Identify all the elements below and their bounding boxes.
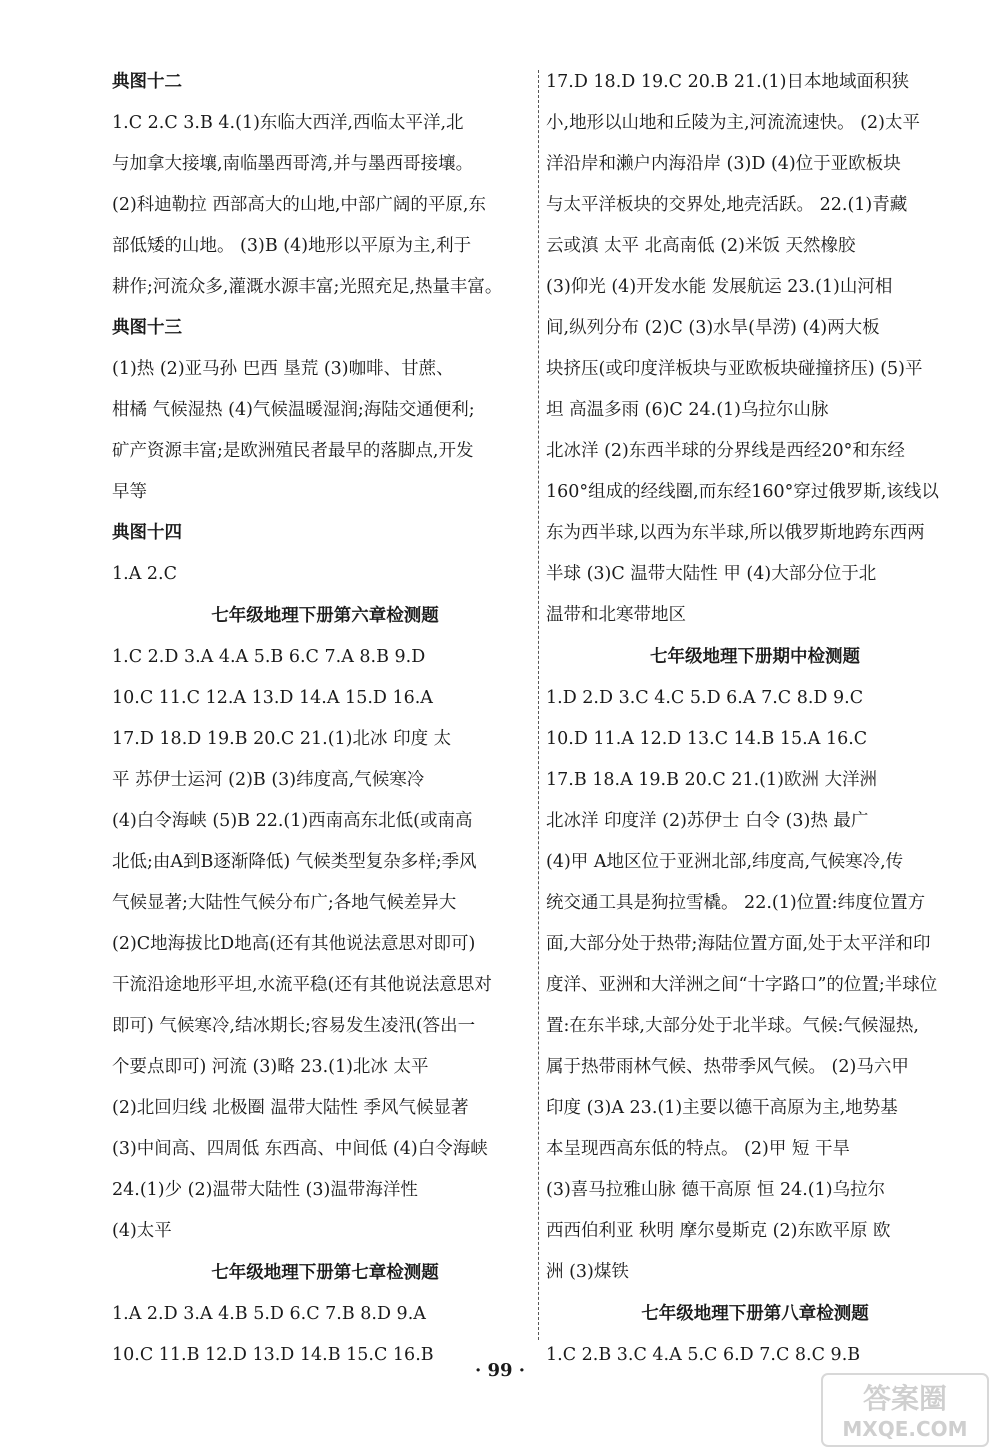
section-heading: 七年级地理下册第七章检测题: [211, 1263, 439, 1283]
subsection-title: 典图十二: [112, 72, 182, 92]
answer-line: 坦 高温多雨 (6)C 24.(1)乌拉尔山脉: [546, 400, 829, 420]
answer-line: 与太平洋板块的交界处,地壳活跃。 22.(1)青藏: [546, 195, 908, 215]
right-column: [546, 62, 964, 1376]
answer-line: 耕作;河流众多,灌溉水源丰富;光照充足,热量丰富。: [112, 277, 503, 297]
answer-line: 洋沿岸和濑户内海沿岸 (3)D (4)位于亚欧板块: [546, 154, 901, 174]
answer-line: 160°组成的经线圈,而东经160°穿过俄罗斯,该线以: [546, 482, 939, 502]
answer-line: 1.C 2.D 3.A 4.A 5.B 6.C 7.A 8.B 9.D: [112, 647, 426, 667]
answer-line: 1.C 2.C 3.B 4.(1)东临大西洋,西临太平洋,北: [112, 113, 464, 133]
answer-line: 17.D 18.D 19.C 20.B 21.(1)日本地域面积狭: [546, 72, 910, 92]
answer-line: (3)中间高、四周低 东西高、中间低 (4)白令海峡: [112, 1139, 488, 1159]
answer-line: 干流沿途地形平坦,水流平稳(还有其他说法意思对: [112, 975, 492, 995]
answer-line: (3)仰光 (4)开发水能 发展航运 23.(1)山河相: [546, 277, 893, 297]
answer-line: 北冰洋 印度洋 (2)苏伊士 白令 (3)热 最广: [546, 811, 869, 831]
answer-line: 置:在东半球,大部分处于北半球。气候:气候湿热,: [546, 1016, 919, 1036]
answer-line: 东为西半球,以西为东半球,所以俄罗斯地跨东西两: [546, 523, 925, 543]
left-column: [112, 62, 530, 1376]
answer-line: 度洋、亚洲和大洋洲之间“十字路口”的位置;半球位: [546, 975, 938, 995]
answer-line: (4)甲 A地区位于亚洲北部,纬度高,气候寒冷,传: [546, 852, 904, 872]
answer-line: 部低矮的山地。 (3)B (4)地形以平原为主,利于: [112, 236, 472, 256]
answer-line: 17.D 18.D 19.B 20.C 21.(1)北冰 印度 太: [112, 729, 452, 749]
answer-line: 北低;由A到B逐渐降低) 气候类型复杂多样;季风: [112, 852, 477, 872]
answer-line: 半球 (3)C 温带大陆性 甲 (4)大部分位于北: [546, 564, 877, 584]
answer-line: 平 苏伊士运河 (2)B (3)纬度高,气候寒冷: [112, 770, 425, 790]
answer-line: 1.A 2.C: [112, 564, 177, 584]
answer-line: 1.D 2.D 3.C 4.C 5.D 6.A 7.C 8.D 9.C: [546, 688, 864, 708]
answer-line: 印度 (3)A 23.(1)主要以德干高原为主,地势基: [546, 1098, 898, 1118]
answer-line: 面,大部分处于热带;海陆位置方面,处于太平洋和印: [546, 934, 931, 954]
answer-line: 早等: [112, 482, 147, 502]
answer-line: 西西伯利亚 秋明 摩尔曼斯克 (2)东欧平原 欧: [546, 1221, 891, 1241]
answer-line: 10.C 11.C 12.A 13.D 14.A 15.D 16.A: [112, 688, 433, 708]
section-heading: 七年级地理下册期中检测题: [650, 647, 860, 667]
answer-line: (2)北回归线 北极圈 温带大陆性 季风气候显著: [112, 1098, 469, 1118]
answer-line: 统交通工具是狗拉雪橇。 22.(1)位置:纬度位置方: [546, 893, 926, 913]
answer-line: 1.C 2.B 3.C 4.A 5.C 6.D 7.C 8.C 9.B: [546, 1345, 861, 1365]
answer-line: 间,纵列分布 (2)C (3)水旱(旱涝) (4)两大板: [546, 318, 880, 338]
answer-line: (3)喜马拉雅山脉 德干高原 恒 24.(1)乌拉尔: [546, 1180, 886, 1200]
answer-line: (2)科迪勒拉 西部高大的山地,中部广阔的平原,东: [112, 195, 486, 215]
answer-line: 属于热带雨林气候、热带季风气候。 (2)马六甲: [546, 1057, 909, 1077]
column-divider: [538, 70, 539, 1340]
answer-line: 24.(1)少 (2)温带大陆性 (3)温带海洋性: [112, 1180, 418, 1200]
subsection-title: 典图十三: [112, 318, 182, 338]
answer-line: 1.A 2.D 3.A 4.B 5.D 6.C 7.B 8.D 9.A: [112, 1304, 426, 1324]
answer-line: 矿产资源丰富;是欧洲殖民者最早的落脚点,开发: [112, 441, 474, 461]
answer-line: (4)白令海峡 (5)B 22.(1)西南高东北低(或南高: [112, 811, 473, 831]
page-number: · 99 ·: [474, 1360, 526, 1381]
answer-line: 个要点即可) 河流 (3)略 23.(1)北冰 太平: [112, 1057, 429, 1077]
section-heading: 七年级地理下册第八章检测题: [641, 1304, 869, 1324]
answer-line: 温带和北寒带地区: [546, 605, 686, 625]
answer-line: 即可) 气候寒冷,结冰期长;容易发生凌汛(答出一: [112, 1016, 476, 1036]
answer-line: 洲 (3)煤铁: [546, 1262, 629, 1282]
answer-line: 云或滇 太平 北高南低 (2)米饭 天然橡胶: [546, 236, 856, 256]
answer-line: 小,地形以山地和丘陵为主,河流流速快。 (2)太平: [546, 113, 920, 133]
answer-line: (2)C地海拔比D地高(还有其他说法意思对即可): [112, 934, 476, 954]
answer-line: 与加拿大接壤,南临墨西哥湾,并与墨西哥接壤。: [112, 154, 474, 174]
watermark-url: MXQE.COM: [842, 1417, 968, 1441]
subsection-title: 典图十四: [112, 523, 182, 543]
answer-line: 10.D 11.A 12.D 13.C 14.B 15.A 16.C: [546, 729, 868, 749]
answer-line: 块挤压(或印度洋板块与亚欧板块碰撞挤压) (5)平: [546, 359, 923, 379]
answer-line: 柑橘 气候湿热 (4)气候温暖湿润;海陆交通便利;: [112, 400, 475, 420]
answer-line: (4)太平: [112, 1221, 172, 1241]
section-heading: 七年级地理下册第六章检测题: [211, 606, 439, 626]
answer-line: 北冰洋 (2)东西半球的分界线是西经20°和东经: [546, 441, 905, 461]
answer-line: 本呈现西高东低的特点。 (2)甲 短 干旱: [546, 1139, 850, 1159]
answer-line: 17.B 18.A 19.B 20.C 21.(1)欧洲 大洋洲: [546, 770, 878, 790]
answer-line: 气候显著;大陆性气候分布广;各地气候差异大: [112, 893, 457, 913]
answer-line: (1)热 (2)亚马孙 巴西 垦荒 (3)咖啡、甘蔗、: [112, 359, 454, 379]
answer-line: 10.C 11.B 12.D 13.D 14.B 15.C 16.B: [112, 1345, 434, 1365]
watermark-logo: [820, 1372, 990, 1448]
watermark-title: 答案圈: [862, 1382, 948, 1415]
